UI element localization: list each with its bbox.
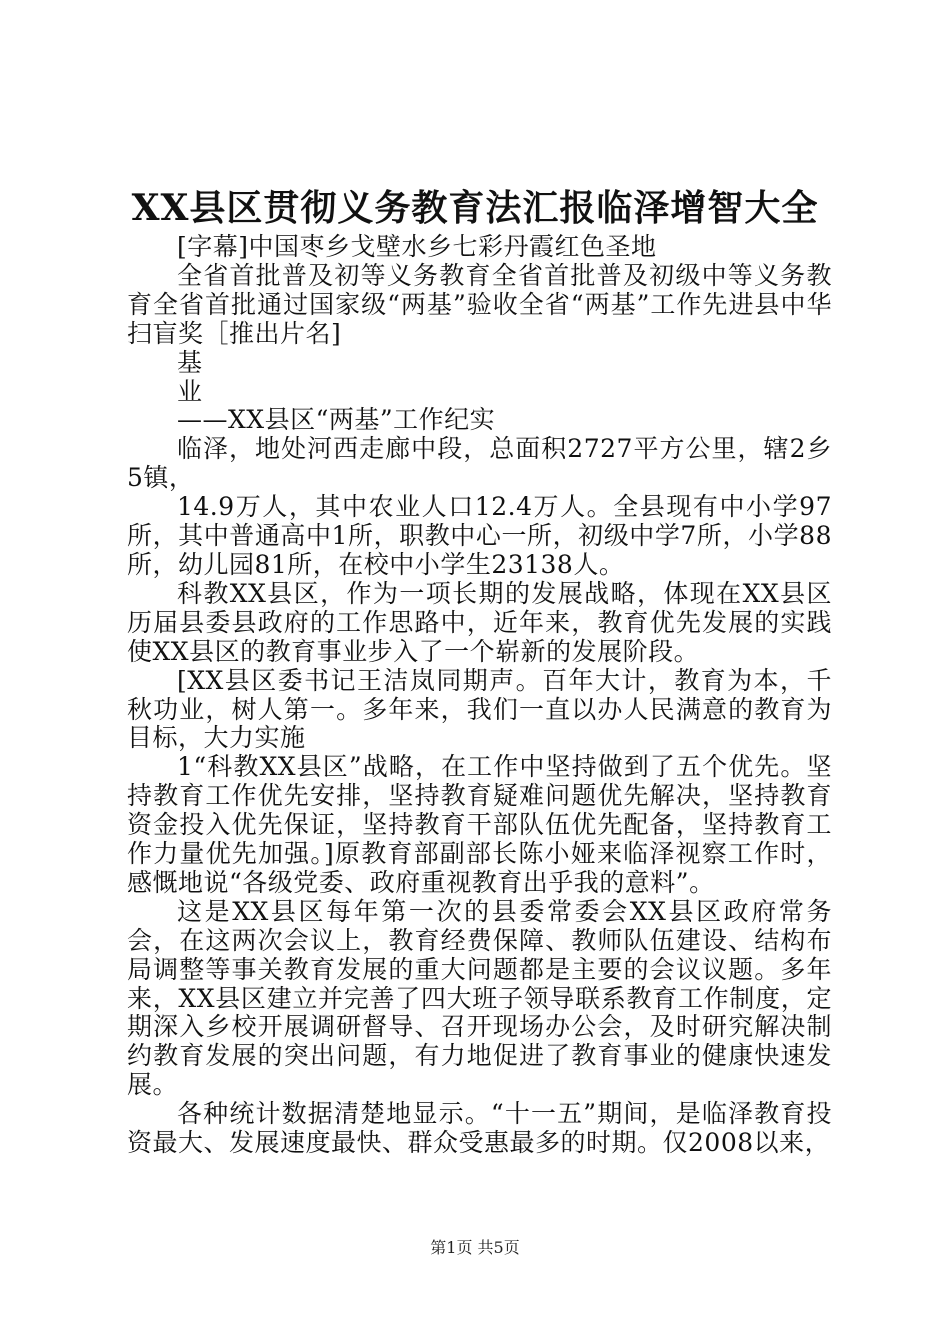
paragraph-caption: [字幕]中国枣乡戈壁水乡七彩丹霞红色圣地 — [177, 232, 657, 261]
page-number-footer: 第1页 共5页 — [430, 1238, 520, 1257]
document-title: XX县区贯彻义务教育法汇报临泽增智大全 — [131, 187, 819, 229]
paragraph-ji: 基 — [177, 347, 203, 377]
paragraph-location: 临泽，地处河西走廊中段，总面积2727平方公里，辖2乡5镇， — [127, 434, 832, 493]
document-body — [127, 233, 832, 1158]
paragraph-meetings: 这是XX县区每年第一次的县委常委会XX县区政府常务会，在这两次会议上，教育经费保障、教师队伍建设、结构布局调整等事关教育发展的重大问题都是主要的会议议题。多年来，XX县区建立并完善了四大班子领导联系教育工作制度，定期深入乡校开展调研督导、召开现场办公会，及时研究解决制约教育发展的突出问题，有力地促进了教育事业的健康快速发展。 — [127, 896, 832, 1100]
paragraph-subtitle: ——XX县区“两基”工作纪实 — [177, 405, 496, 435]
paragraph-five-priorities: 1“科教XX县区”战略，在工作中坚持做到了五个优先。坚持教育工作优先安排，坚持教育疑难问题优先解决，坚持教育资金投入优先保证，坚持教育干部队伍优先配备，坚持教育工作力量优先加强。]原教育部副部长陈小娅来临泽视察工作时，感慨地说“各级党委、政府重视教育出乎我的意料”。 — [127, 752, 832, 897]
paragraph-honors: 全省首批普及初等义务教育全省首批普及初级中等义务教育全省首批通过国家级“两基”验收全省“两基”工作先进县中华扫盲奖［推出片名] — [127, 260, 832, 348]
paragraph-population: 14.9万人，其中农业人口12.4万人。全县现有中小学97所，其中普通高中1所，职教中心一所，初级中学7所，小学88所，幼儿园81所，在校中小学生23138人。 — [127, 492, 832, 579]
paragraph-strategy: 科教XX县区，作为一项长期的发展战略，体现在XX县区历届县委县政府的工作思路中，近年来，教育优先发展的实践使XX县区的教育事业步入了一个崭新的发展阶段。 — [127, 578, 832, 666]
paragraph-statistics: 各种统计数据清楚地显示。“十一五”期间，是临泽教育投资最大、发展速度最快、群众受惠最多的时期。仅2008以来， — [127, 1099, 832, 1158]
paragraph-secretary-quote: [XX县区委书记王洁岚同期声。百年大计，教育为本，千秋功业，树人第一。多年来，我们一直以办人民满意的教育为目标，大力实施 — [127, 665, 832, 753]
paragraph-ye: 业 — [177, 376, 203, 406]
